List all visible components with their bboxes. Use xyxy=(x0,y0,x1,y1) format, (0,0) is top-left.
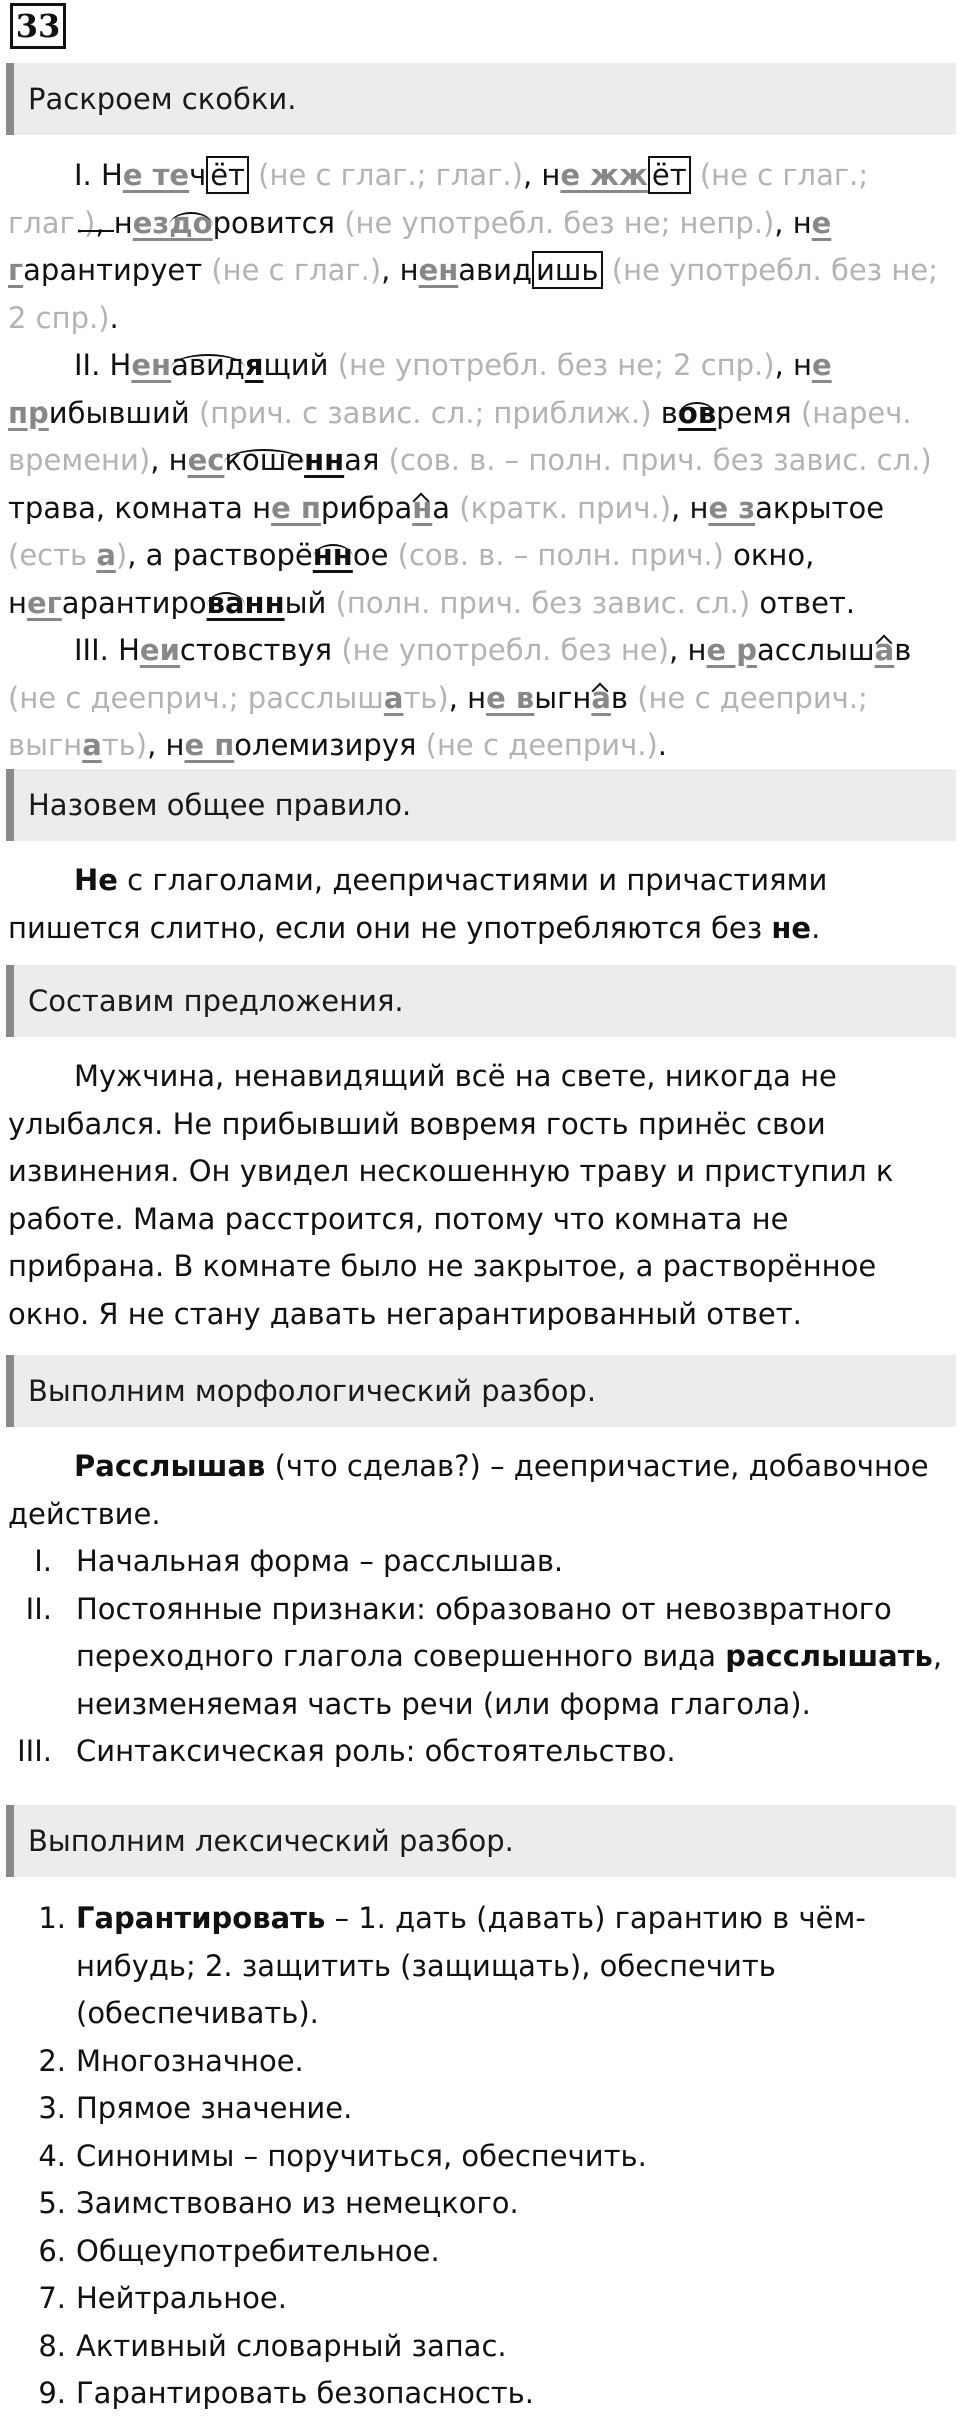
section-header-sentences: Составим предложения. xyxy=(6,965,956,1037)
list-item: 6. Общеупотребительное. xyxy=(38,2233,440,2268)
morph-analysis: Расслышав (что сделав?) – деепричастие, добавочное действие. I. Начальная форма – расслышав. II. Постоянные признаки: образовано от невозвратного переходного глагола совершенного вида расслышать, неизменяемая часть речи (или форма глагола). III. Синтаксическая роль: обстоятельство. xyxy=(8,1443,953,1776)
rule-text: Не с глаголами, деепричастиями и причастиями пишется слитно, если они не употребляются без не. xyxy=(8,863,828,945)
list-item: 9. Гарантировать безопасность. xyxy=(38,2376,534,2410)
list-item: 1. Гарантировать – 1. дать (давать) гарантию в чём-нибудь; 2. защитить (защищать), обеспечить (обеспечивать). xyxy=(38,1901,866,2030)
exercise-answer xyxy=(8,152,953,770)
list-item: 7. Нейтральное. xyxy=(38,2281,287,2315)
group-ii: II. Ненавидящий (не употребл. без не; 2 спр.), не прибывший (прич. с завис. сл.; приближ.) вовремя (нареч. времени), нескошенная (сов. в. – полн. прич. без завис. сл.) трава, комната не прибрана (кратк. прич.), не закрытое (есть а), а растворённое (сов. в. – полн. прич.) окно, негарантированный (полн. прич. без завис. сл.) ответ. xyxy=(8,348,932,620)
task-number: 33 xyxy=(10,3,66,49)
lexical-analysis xyxy=(8,1895,953,2418)
section-header-lexical: Выполним лексический разбор. xyxy=(6,1805,956,1877)
list-item: 4. Синонимы – поручиться, обеспечить. xyxy=(38,2138,647,2173)
list-item: 3. Прямое значение. xyxy=(38,2091,353,2125)
section-header-rule: Назовем общее правило. xyxy=(6,769,956,841)
list-item: 5. Заимствовано из немецкого. xyxy=(38,2186,519,2220)
section-header-brackets: Раскроем скобки. xyxy=(6,63,956,135)
list-item: 2. Многозначное. xyxy=(38,2043,304,2078)
group-iii: III. Неистовствуя (не употребл. без не), не расслышав (не с дееприч.; расслышать), не выгнав (не с дееприч.; выгнать), не полемизируя (не с дееприч.). xyxy=(8,633,912,762)
list-item: III. Синтаксическая роль: обстоятельство. xyxy=(17,1734,676,1768)
sentences-text: Мужчина, ненавидящий всё на свете, никогда не улыбался. Не прибывший вовремя гость принёс свои извинения. Он увидел нескошенную траву и приступил к работе. Мама расстроится, потому что комната не прибрана. В комнате было не закрытое, а растворённое окно. Я не стану давать негарантированный ответ. xyxy=(8,1059,894,1331)
morph-list xyxy=(8,1538,953,1776)
lexical-list xyxy=(8,1895,953,2418)
list-item: I. Начальная форма – расслышав. xyxy=(34,1544,564,1578)
section-header-morph: Выполним морфологический разбор. xyxy=(6,1355,956,1427)
list-item: 8. Активный словарный запас. xyxy=(38,2328,507,2363)
list-item: II. Постоянные признаки: образовано от невозвратного переходного глагола совершенного вида расслышать, неизменяемая часть речи (или форма глагола). xyxy=(25,1591,943,1721)
group-i: I. Не теч ёт (не с глаг.; глаг.), не жж ёт (не с глаг.; глаг.), нездоровится (не употребл. без не; непр.), не гарантирует (не с глаг.), ненавид ишь (не употребл. без не; 2 спр.). xyxy=(8,158,938,335)
